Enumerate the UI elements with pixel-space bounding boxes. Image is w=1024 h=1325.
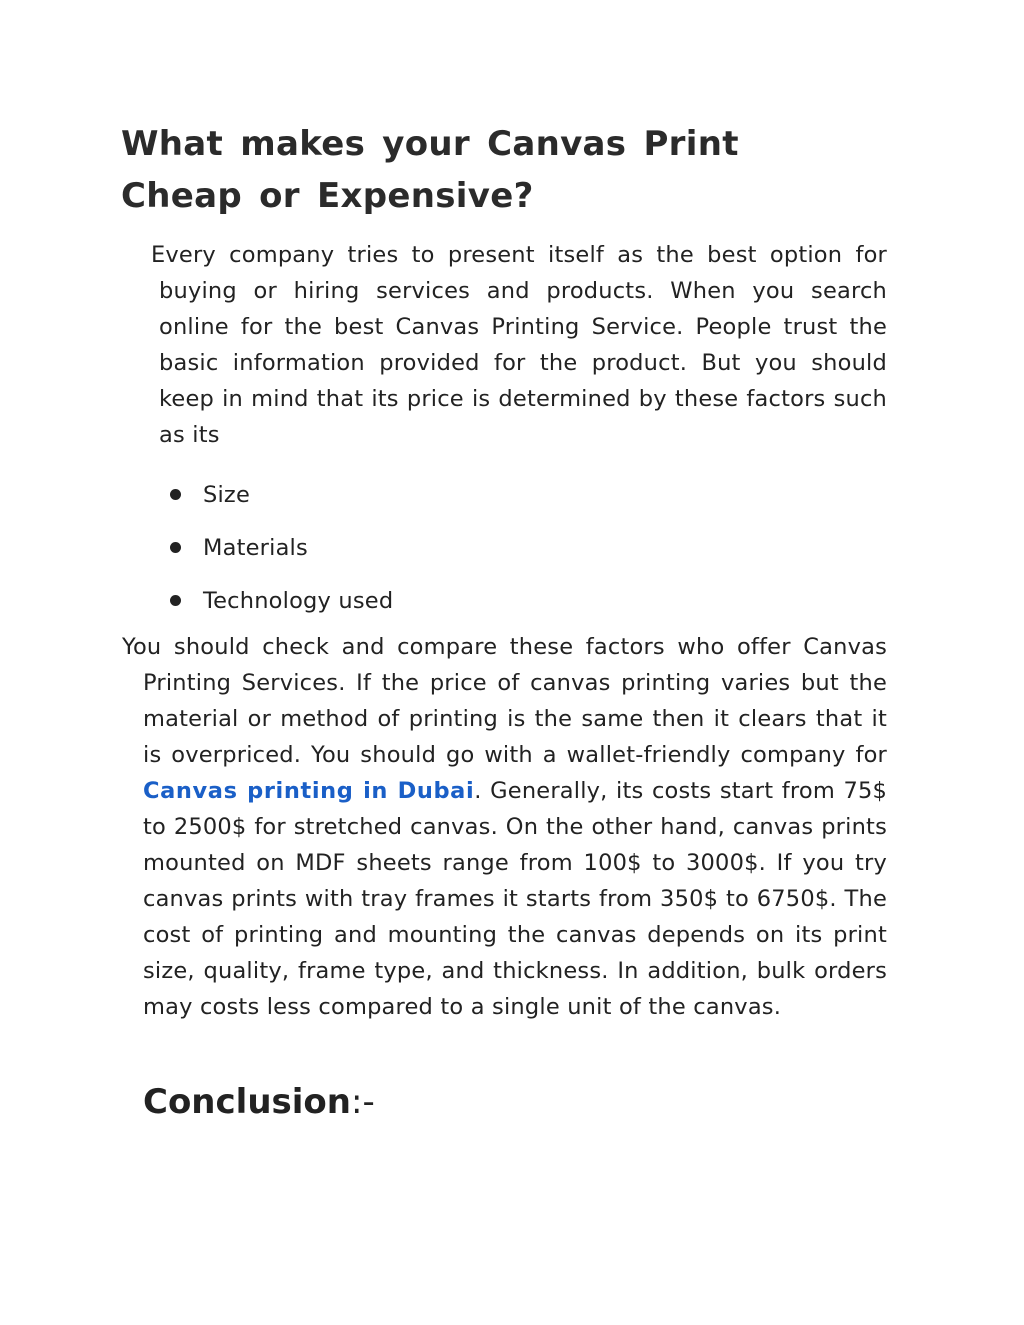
body-paragraph [122, 629, 887, 1025]
list-item-label: Technology used [203, 587, 394, 614]
intro-paragraph [151, 237, 887, 453]
body-first-line: You should check and compare these factors who offer Canvas [122, 634, 887, 660]
conclusion-label: Conclusion [143, 1082, 351, 1122]
list-item [170, 468, 393, 521]
list-item-label: Size [203, 481, 250, 508]
intro-first-line: Every company tries to present itself as the best option for [151, 242, 887, 268]
factors-list [170, 468, 393, 627]
list-item [170, 521, 393, 574]
conclusion-heading [143, 1078, 375, 1126]
canvas-printing-dubai-link[interactable]: Canvas printing in Dubai [143, 778, 475, 804]
list-item-label: Materials [203, 534, 308, 561]
bullet-icon [170, 489, 181, 500]
list-item [170, 574, 393, 627]
bullet-icon [170, 595, 181, 606]
conclusion-suffix: :- [350, 1082, 375, 1122]
body-text-after-link: . Generally, its costs start from 75$ to 2500$ for stretched canvas. On the other hand, canvas prints mounted on MDF sheets range from 100$ to 3000$. If you try canvas prints with tray frames it starts from 350$ to 6750$. The cost of printing and mounting the canvas depends on its print size, quality, frame type, and thickness. In addition, bulk orders may costs less compared to a single unit of the canvas. [143, 778, 887, 1020]
bullet-icon [170, 542, 181, 553]
page-title: What makes your Canvas Print Cheap or Expensive? [121, 124, 739, 216]
intro-text: buying or hiring services and products. When you search online for the best Canvas Printing Service. People trust the basic information provided for the product. But you should keep in mind that its price is determined by these factors such as its [159, 278, 887, 448]
body-text-before-link: Printing Services. If the price of canvas printing varies but the material or method of printing is the same then it clears that it is overpriced. You should go with a wallet-friendly company for [143, 670, 887, 768]
